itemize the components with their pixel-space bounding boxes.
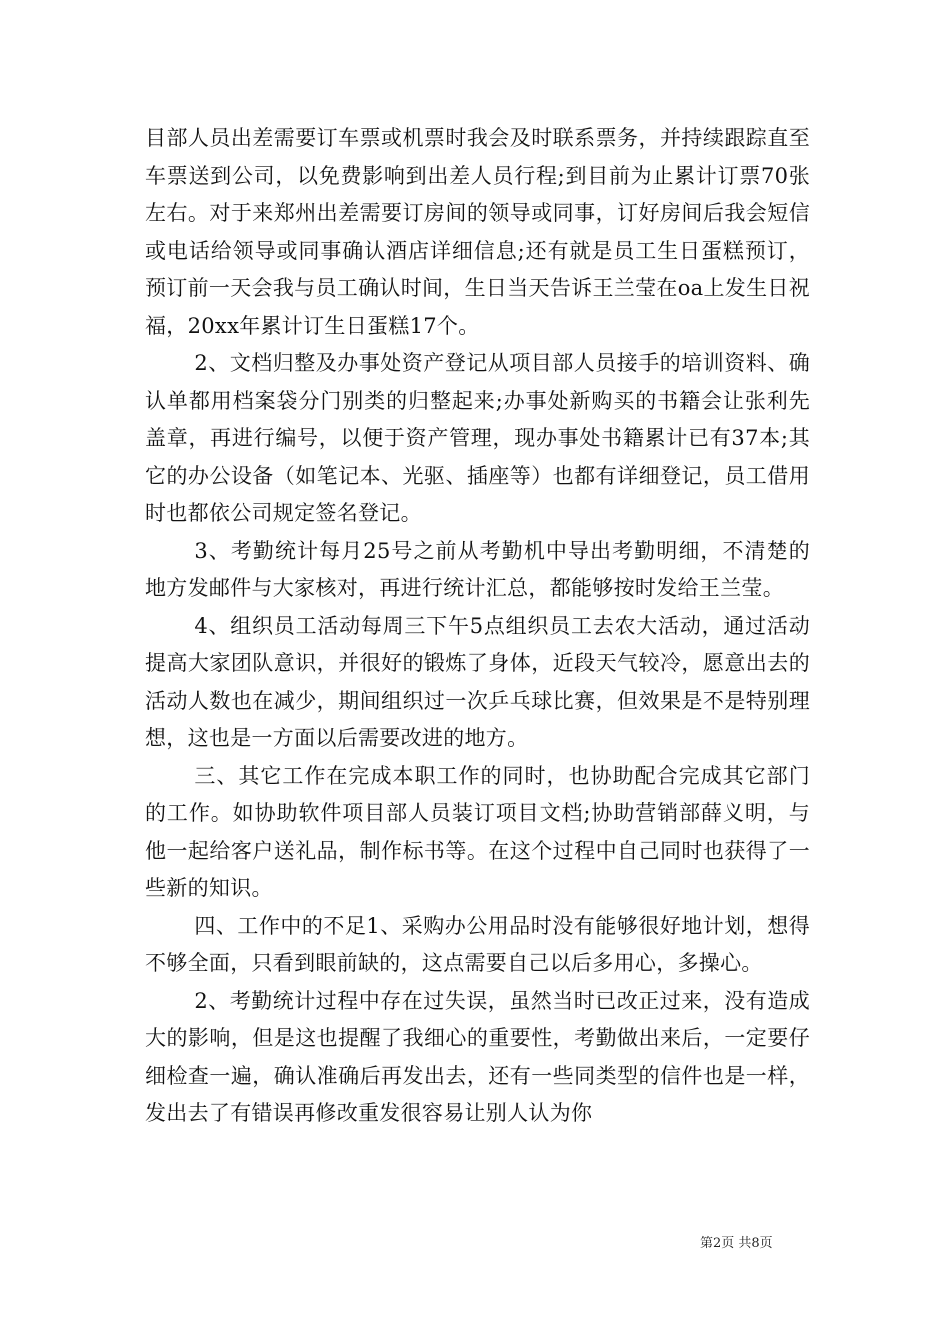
paragraph-attendance-errors: 2、考勤统计过程中存在过失误，虽然当时已改正过来，没有造成大的影响，但是这也提醒了我细心的重要性，考勤做出来后，一定要仔细检查一遍，确认准确后再发出去，还有一些同类型的信件也是一样，发出去了有错误再修改重发很容易让别人认为你 — [145, 988, 810, 1125]
paragraph-continuation: 目部人员出差需要订车票或机票时我会及时联系票务，并持续跟踪直至车票送到公司，以免费影响到出差人员行程;到目前为止累计订票70张左右。对于来郑州出差需要订房间的领导或同事，订好房间后我会短信或电话给领导或同事确认酒店详细信息;还有就是员工生日蛋糕预订，预订前一天会我与员工确认时间，生日当天告诉王兰莹在oa上发生日祝福，20xx年累计订生日蛋糕17个。 — [145, 126, 810, 338]
paragraph-shortcomings: 四、工作中的不足1、采购办公用品时没有能够很好地计划，想得不够全面，只看到眼前缺的，这点需要自己以后多用心，多操心。 — [145, 913, 810, 975]
paragraph-other-work: 三、其它工作在完成本职工作的同时，也协助配合完成其它部门的工作。如协助软件项目部人员装订项目文档;协助营销部薛义明，与他一起给客户送礼品，制作标书等。在这个过程中自己同时也获得了一些新的知识。 — [145, 763, 810, 900]
document-body — [145, 120, 810, 1133]
paragraph-attendance: 3、考勤统计每月25号之前从考勤机中导出考勤明细，不清楚的地方发邮件与大家核对，再进行统计汇总，都能够按时发给王兰莹。 — [145, 538, 810, 600]
page-number-footer: 第2页 共8页 — [700, 1236, 773, 1251]
paragraph-document-filing: 2、文档归整及办事处资产登记从项目部人员接手的培训资料、确认单都用档案袋分门别类的归整起来;办事处新购买的书籍会让张利先盖章，再进行编号，以便于资产管理，现办事处书籍累计已有37本;其它的办公设备（如笔记本、光驱、插座等）也都有详细登记，员工借用时也都依公司规定签名登记。 — [145, 351, 810, 525]
paragraph-staff-activities: 4、组织员工活动每周三下午5点组织员工去农大活动，通过活动提高大家团队意识，并很好的锻炼了身体，近段天气较冷，愿意出去的活动人数也在减少，期间组织过一次乒乓球比赛，但效果是不是特别理想，这也是一方面以后需要改进的地方。 — [145, 613, 810, 750]
